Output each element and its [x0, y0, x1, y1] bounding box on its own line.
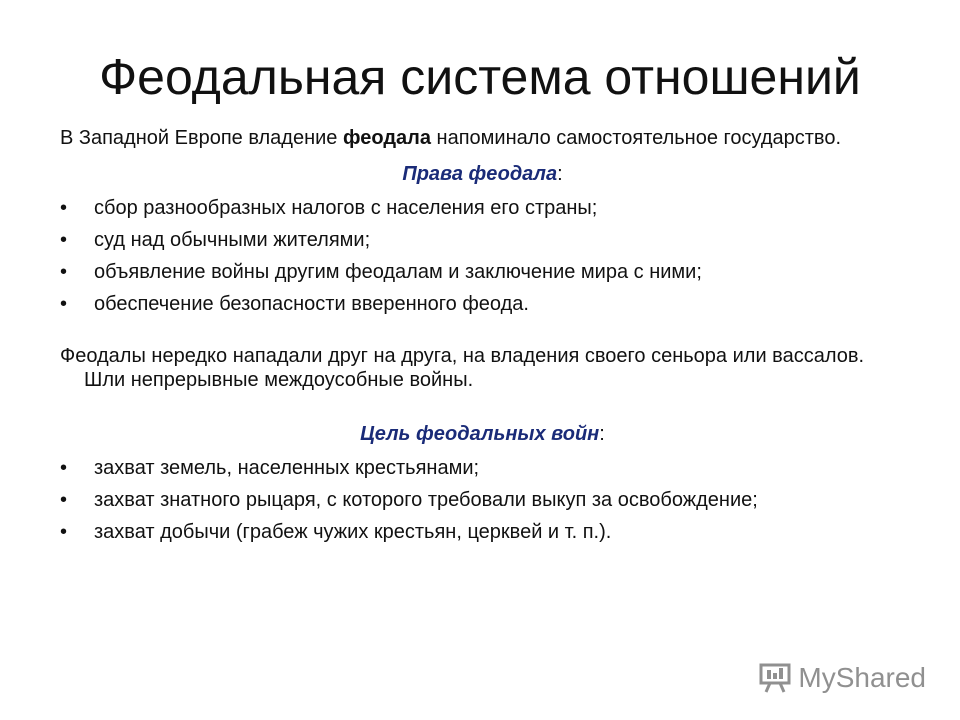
list-item — [60, 488, 905, 512]
goals-heading-text: Цель феодальных войн — [360, 423, 600, 445]
goals-heading-colon: : — [599, 423, 605, 445]
bullet-icon: • — [60, 457, 68, 479]
list-item-text: сбор разнообразных налогов с населения его страны; — [94, 197, 598, 219]
bullet-icon: • — [60, 229, 68, 251]
list-item-text: захват знатного рыцаря, с которого требовали выкуп за освобождение; — [94, 489, 758, 511]
list-item-text: захват добычи (грабеж чужих крестьян, церквей и т. п.). — [94, 521, 612, 543]
watermark-text: MyShared — [798, 662, 926, 693]
list-item — [60, 260, 905, 284]
rights-heading — [60, 162, 905, 186]
list-item — [60, 292, 905, 316]
slide-content — [60, 126, 905, 552]
watermark-logo — [758, 662, 926, 694]
intro-paragraph — [60, 126, 905, 150]
list-item-text: захват земель, населенных крестьянами; — [94, 457, 480, 479]
bullet-icon: • — [60, 197, 68, 219]
list-item-text: объявление войны другим феодалам и заключение мира с ними; — [94, 261, 702, 283]
rights-heading-colon: : — [557, 163, 563, 185]
bullet-icon: • — [60, 293, 68, 315]
rights-heading-text: Права феодала — [402, 163, 558, 185]
presentation-board-icon — [758, 663, 792, 693]
bullet-icon: • — [60, 261, 68, 283]
rights-list — [60, 196, 905, 316]
goals-list — [60, 456, 905, 544]
list-item — [60, 228, 905, 252]
intro-text-after: напоминало самостоятельное государство. — [430, 127, 841, 149]
slide-title: Феодальная система отношений — [99, 49, 861, 105]
bullet-icon: • — [60, 521, 68, 543]
list-item-text: обеспечение безопасности вверенного феода. — [94, 293, 529, 315]
list-item — [60, 196, 905, 220]
wars-paragraph: Феодалы нередко нападали друг на друга, на владения своего сеньора или вассалов. Шли непрерывные междоусобные войны. — [60, 345, 865, 391]
list-item — [60, 456, 905, 480]
goals-heading — [60, 422, 905, 446]
list-item — [60, 520, 905, 544]
bullet-icon: • — [60, 489, 68, 511]
intro-bold-term: феодала — [343, 127, 431, 149]
intro-text-before: В Западной Европе владение — [60, 127, 343, 149]
list-item-text: суд над обычными жителями; — [94, 229, 371, 251]
